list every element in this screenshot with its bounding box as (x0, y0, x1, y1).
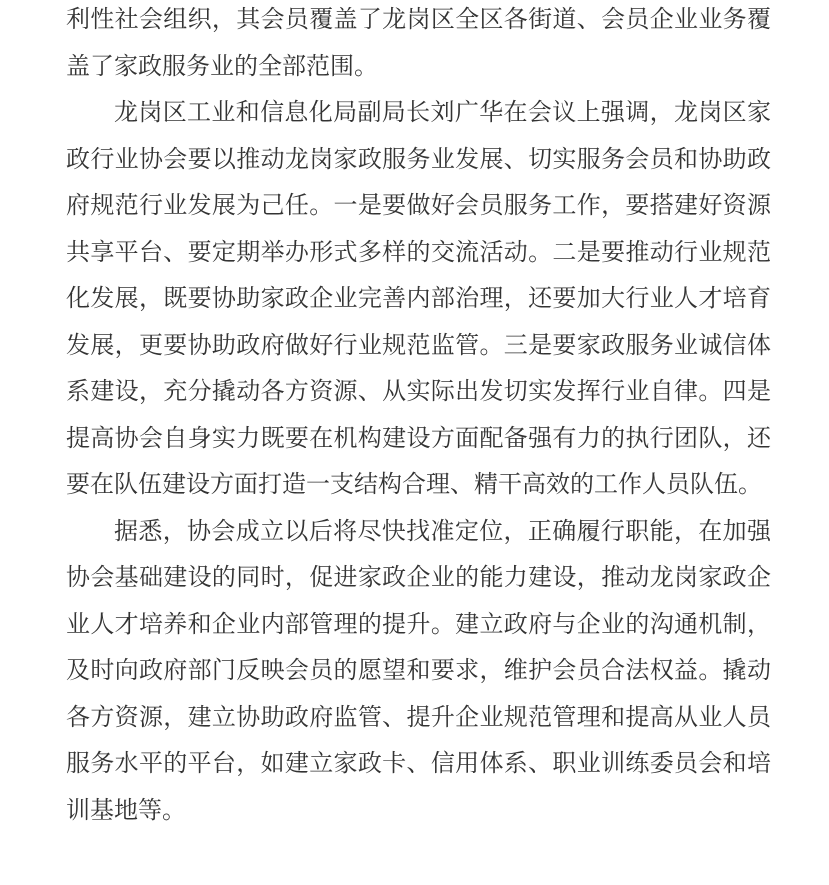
paragraph-plans: 据悉，协会成立以后将尽快找准定位，正确履行职能，在加强协会基础建设的同时，促进家政企业的能力建设，推动龙岗家政企业人才培养和企业内部管理的提升。建立政府与企业的沟通机制，及时向政府部门反映会员的愿望和要求，维护会员合法权益。撬动各方资源，建立协助政府监管、提升企业规范管理和提高从业人员服务水平的平台，如建立家政卡、信用体系、职业训练委员会和培训基地等。 (66, 516, 771, 824)
paragraph-speech: 龙岗区工业和信息化局副局长刘广华在会议上强调，龙岗区家政行业协会要以推动龙岗家政服务业发展、切实服务会员和协助政府规范行业发展为己任。一是要做好会员服务工作，要搭建好资源共享平台、要定期举办形式多样的交流活动。二是要推动行业规范化发展，既要协助家政企业完善内部治理，还要加大行业人才培育发展，更要协助政府做好行业规范监管。三是要家政服务业诚信体系建设，充分撬动各方资源、从实际出发切实发挥行业自律。四是提高协会自身实力既要在机构建设方面配备强有力的执行团队，还要在队伍建设方面打造一支结构合理、精干高效的工作人员队伍。 (66, 98, 771, 498)
paragraph-continued: 利性社会组织，其会员覆盖了龙岗区全区各街道、会员企业业务覆盖了家政服务业的全部范围。 (66, 5, 771, 80)
